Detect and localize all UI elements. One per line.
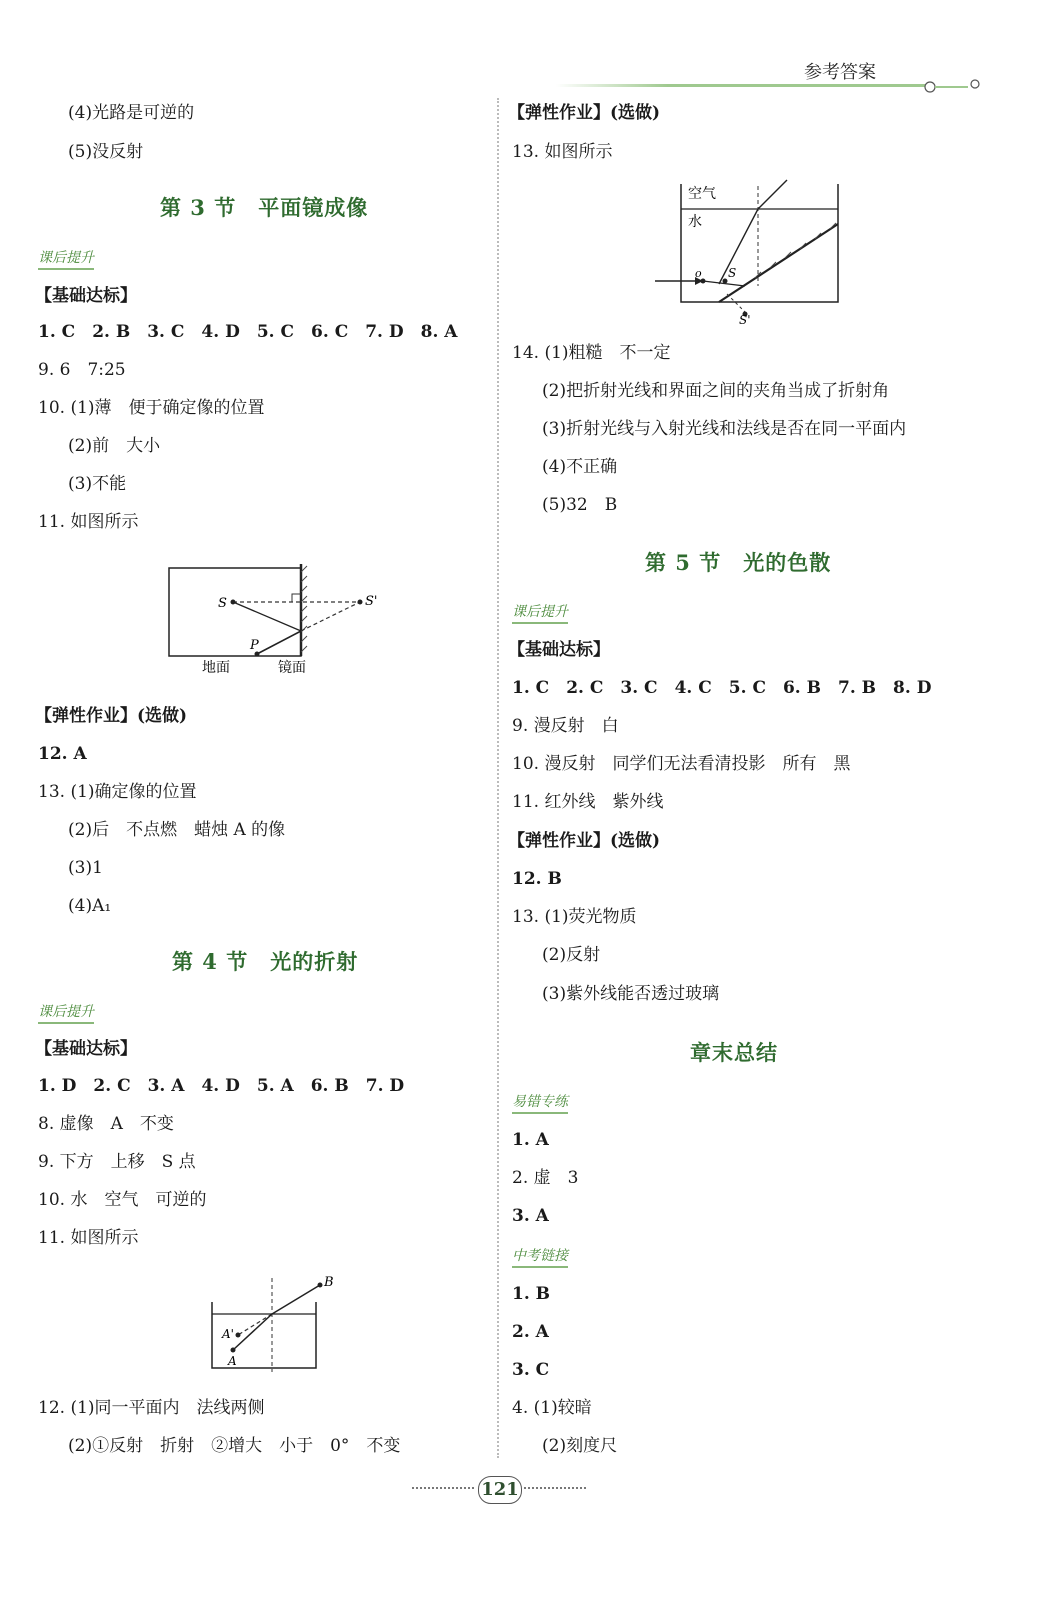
answer-line: (4)光路是可逆的	[68, 103, 195, 123]
section-title: 第 5 节 光的色散	[645, 550, 832, 575]
footer-dots-right	[524, 1487, 586, 1489]
sub-tag: 课后提升	[512, 601, 568, 624]
sub-tag: 易错专练	[512, 1091, 568, 1114]
answer-line: (2)后 不点燃 蜡烛 A 的像	[68, 820, 286, 840]
water-tank-figure	[655, 176, 845, 326]
header-rule	[556, 84, 928, 87]
answer-line: 1. A	[512, 1130, 549, 1150]
label-p: P	[250, 638, 259, 653]
label-s: S	[218, 596, 227, 611]
answer-line: 12. A	[38, 744, 87, 764]
answer-line: 13. (1)荧光物质	[512, 907, 637, 927]
answer-line: 11. 如图所示	[38, 512, 139, 532]
label-b: B	[324, 1275, 334, 1290]
label-s-prime: S'	[365, 594, 378, 609]
label-a: A	[228, 1354, 237, 1368]
answer-line: 9. 漫反射 白	[512, 716, 619, 736]
label-mirror: 镜面	[278, 660, 306, 676]
mirror-figure	[160, 560, 400, 678]
subsection-heading: 【基础达标】	[35, 1039, 137, 1059]
header-title: 参考答案	[804, 62, 876, 83]
answer-line: 13. (1)确定像的位置	[38, 782, 197, 802]
sub-tag: 课后提升	[38, 247, 94, 270]
section-title: 章末总结	[690, 1040, 778, 1065]
label-floor: 地面	[202, 660, 230, 676]
answer-line: 4. (1)较暗	[512, 1398, 592, 1418]
answer-line: 1. D 2. C 3. A 4. D 5. A 6. B 7. D	[38, 1076, 405, 1096]
answer-line: 10. 水 空气 可逆的	[38, 1190, 207, 1210]
column-divider	[497, 98, 499, 1458]
answer-line: (2)刻度尺	[542, 1436, 618, 1456]
refraction-figure	[200, 1272, 360, 1378]
label-air: 空气	[688, 186, 716, 202]
label-a-prime: A'	[222, 1327, 234, 1341]
answer-line: (5)没反射	[68, 142, 144, 162]
answer-line: 13. 如图所示	[512, 142, 613, 162]
answer-line: 11. 红外线 紫外线	[512, 792, 664, 812]
label-water: 水	[688, 214, 702, 230]
label-o: o	[695, 267, 702, 280]
answer-line: (3)1	[68, 858, 103, 878]
answer-line: (2)把折射光线和界面之间的夹角当成了折射角	[542, 381, 890, 401]
header-ornament	[920, 78, 990, 98]
source-point	[231, 600, 236, 605]
answer-line: (2)反射	[542, 945, 601, 965]
image-point	[358, 600, 363, 605]
sub-tag: 中考链接	[512, 1245, 568, 1268]
section-title: 第 3 节 平面镜成像	[160, 195, 369, 220]
answer-line: 1. C 2. B 3. C 4. D 5. C 6. C 7. D 8. A	[38, 322, 458, 342]
answer-line: (3)不能	[68, 474, 127, 494]
page-number: 121	[478, 1476, 522, 1504]
answer-line: 11. 如图所示	[38, 1228, 139, 1248]
answer-line: (4)A₁	[68, 896, 112, 916]
answer-line: (4)不正确	[542, 457, 618, 477]
answer-line: (5)32 B	[542, 495, 618, 515]
subsection-heading: 【弹性作业】(选做)	[35, 706, 188, 726]
answer-line: 10. 漫反射 同学们无法看清投影 所有 黑	[512, 754, 851, 774]
answer-line: (2)前 大小	[68, 436, 161, 456]
sub-tag: 课后提升	[38, 1001, 94, 1024]
answer-line: (3)紫外线能否透过玻璃	[542, 984, 720, 1004]
subsection-heading: 【弹性作业】(选做)	[508, 103, 661, 123]
answer-line: 8. 虚像 A 不变	[38, 1114, 174, 1134]
answer-line: 9. 6 7:25	[38, 360, 126, 380]
answer-line: 2. A	[512, 1322, 549, 1342]
answer-line: 1. C 2. C 3. C 4. C 5. C 6. B 7. B 8. D	[512, 678, 932, 698]
answer-line: 14. (1)粗糙 不一定	[512, 343, 671, 363]
answer-line: 10. (1)薄 便于确定像的位置	[38, 398, 265, 418]
section-title: 第 4 节 光的折射	[172, 949, 359, 974]
answer-line: (3)折射光线与入射光线和法线是否在同一平面内	[542, 419, 907, 439]
answer-line: (2)①反射 折射 ②增大 小于 0° 不变	[68, 1436, 401, 1456]
label-s: S	[728, 266, 737, 280]
answer-line: 12. (1)同一平面内 法线两侧	[38, 1398, 265, 1418]
subsection-heading: 【基础达标】	[35, 286, 137, 306]
label-s-prime: S'	[739, 313, 751, 326]
answer-line: 12. B	[512, 869, 562, 889]
subsection-heading: 【弹性作业】(选做)	[508, 831, 661, 851]
footer-dots-left	[412, 1487, 474, 1489]
answer-line: 1. B	[512, 1284, 551, 1304]
answer-line: 3. A	[512, 1206, 549, 1226]
answer-line: 9. 下方 上移 S 点	[38, 1152, 196, 1172]
subsection-heading: 【基础达标】	[508, 640, 610, 660]
answer-line: 2. 虚 3	[512, 1168, 579, 1188]
answer-line: 3. C	[512, 1360, 550, 1380]
